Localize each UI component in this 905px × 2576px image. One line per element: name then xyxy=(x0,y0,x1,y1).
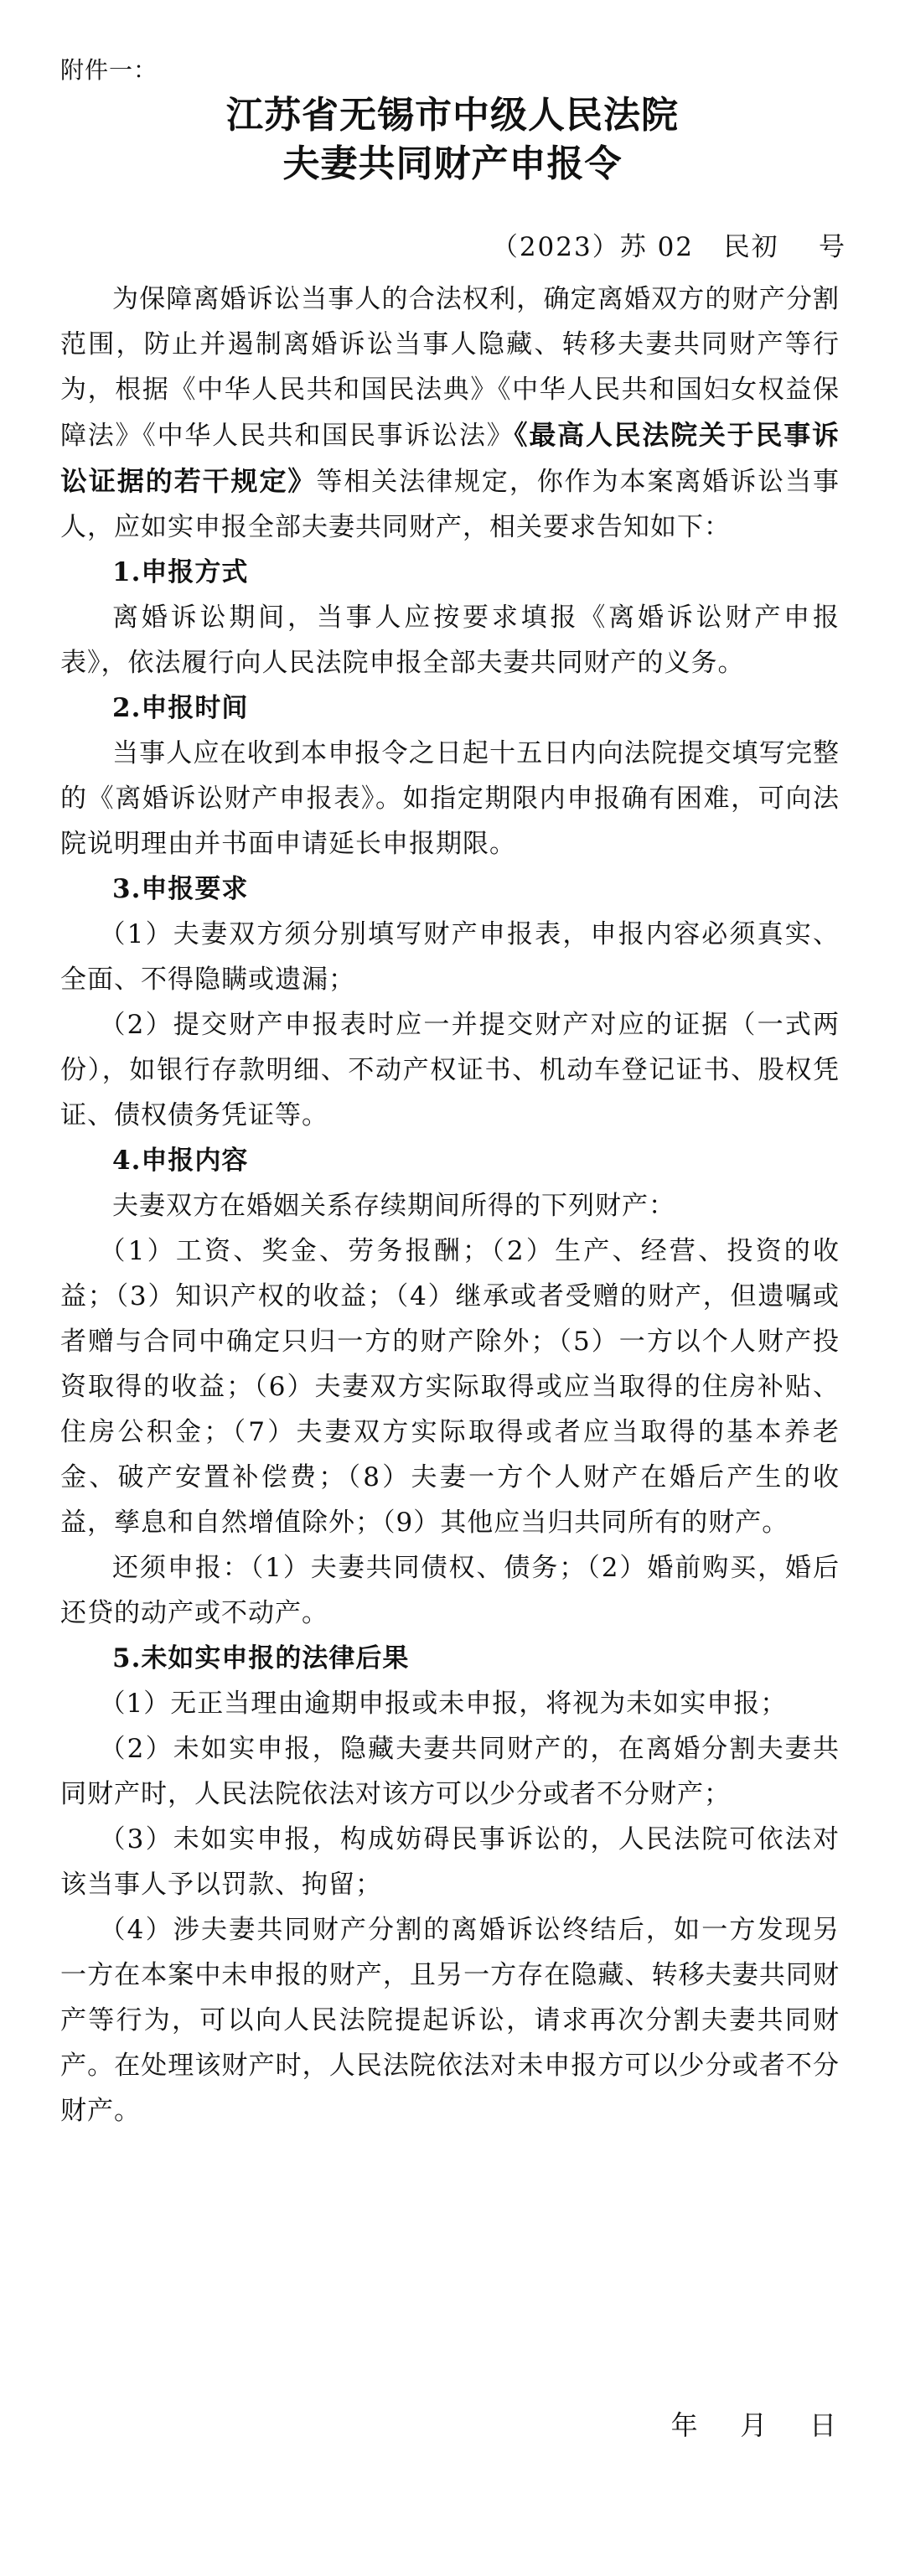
section-heading-requirements: 3.申报要求 xyxy=(112,874,249,904)
document-title: 夫妻共同财产申报令 xyxy=(282,142,623,185)
intro-paragraph xyxy=(60,277,840,550)
section-paragraph: 夫妻双方在婚姻关系存续期间所得的下列财产： xyxy=(112,1191,675,1221)
document-body xyxy=(60,277,840,2134)
section-paragraph: （2）提交财产申报表时应一并提交财产对应的证据（一式两份），如银行存款明细、不动产权证书、机动车登记证书、股权凭证、债权债务凭证等。 xyxy=(60,1010,840,1130)
intro-text-part1: 为保障离婚诉讼当事人的合法权利，确定离婚双方的财产分割范围，防止并遏制离婚诉讼当事人隐藏、转移夫妻共同财产等行为，根据《中华人民共和国民法典》《中华人民共和国妇女权益保障法》《中华人民共和国民事诉讼法》 xyxy=(60,284,840,451)
section-paragraph: （4）涉夫妻共同财产分割的离婚诉讼终结后，如一方发现另一方在本案中未申报的财产，且另一方存在隐藏、转移夫妻共同财产等行为，可以向人民法院提起诉讼，请求再次分割夫妻共同财产。在处理该财产时，人民法院依法对未申报方可以少分或者不分财产。 xyxy=(60,1915,840,2126)
date-line: 年 月 日 xyxy=(670,2409,838,2441)
case-number: （2023）苏 02 民初 号 xyxy=(491,232,846,262)
intro-emphasis-law: 《最高人民法院关于民事诉讼证据的若干规定》 xyxy=(60,419,840,497)
section-paragraph: （1）夫妻双方须分别填写财产申报表，申报内容必须真实、全面、不得隐瞒或遗漏； xyxy=(60,919,840,995)
section-paragraph: 当事人应在收到本申报令之日起十五日内向法院提交填写完整的《离婚诉讼财产申报表》。如指定期限内申报确有困难，可向法院说明理由并书面申请延长申报期限。 xyxy=(60,738,840,859)
court-name-title: 江苏省无锡市中级人民法院 xyxy=(226,94,679,137)
section-paragraph: （3）未如实申报，构成妨碍民事诉讼的，人民法院可依法对该当事人予以罚款、拘留； xyxy=(60,1824,840,1900)
section-heading-time: 2.申报时间 xyxy=(112,693,249,723)
section-paragraph: （2）未如实申报，隐藏夫妻共同财产的，在离婚分割夫妻共同财产时，人民法院依法对该方可以少分或者不分财产； xyxy=(60,1734,840,1809)
section-paragraph: 还须申报：（1）夫妻共同债权、债务；（2）婚前购买，婚后还贷的动产或不动产。 xyxy=(60,1553,840,1628)
section-paragraph: （1）无正当理由逾期申报或未申报，将视为未如实申报； xyxy=(99,1689,788,1719)
intro-text-part2: 等相关法律规定，你作为本案离婚诉讼当事人，应如实申报全部夫妻共同财产，相关要求告知如下： xyxy=(60,467,840,542)
section-heading-content: 4.申报内容 xyxy=(112,1146,249,1176)
section-heading-method: 1.申报方式 xyxy=(112,557,249,587)
attachment-label: 附件一： xyxy=(60,56,158,84)
section-paragraph: （1）工资、奖金、劳务报酬；（2）生产、经营、投资的收益；（3）知识产权的收益；（4）继承或者受赠的财产，但遗嘱或者赠与合同中确定只归一方的财产除外；（5）一方以个人财产投资取得的收益；（6）夫妻双方实际取得或应当取得的住房补贴、住房公积金；（7）夫妻双方实际取得或者应当取得的基本养老金、破产安置补偿费；（8）夫妻一方个人财产在婚后产生的收益，孳息和自然增值除外；（9）其他应当归共同所有的财产。 xyxy=(60,1236,840,1538)
section-paragraph: 离婚诉讼期间，当事人应按要求填报《离婚诉讼财产申报表》，依法履行向人民法院申报全部夫妻共同财产的义务。 xyxy=(60,603,840,678)
section-heading-consequences: 5.未如实申报的法律后果 xyxy=(112,1643,410,1673)
